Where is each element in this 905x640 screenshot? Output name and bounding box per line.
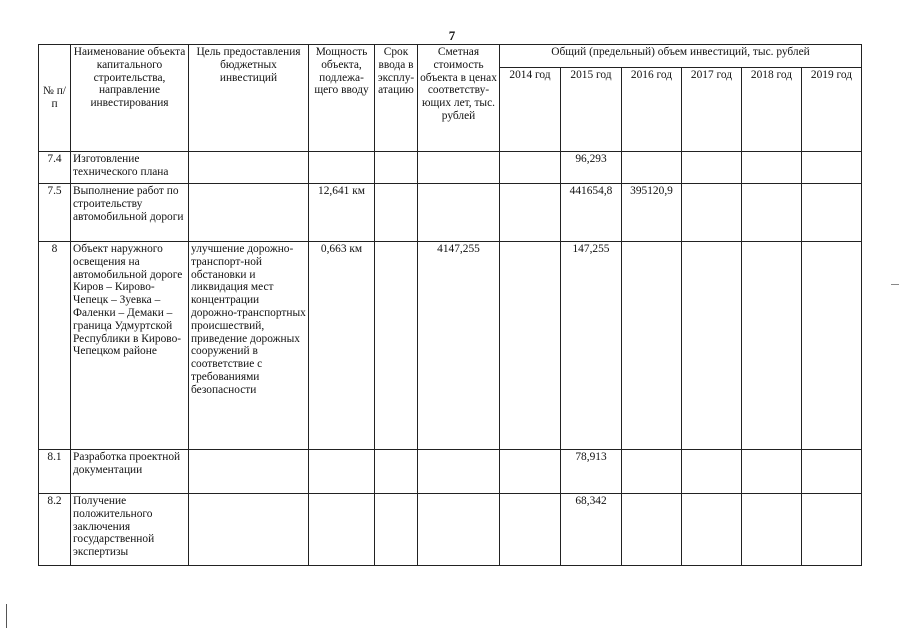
row-2018 (742, 184, 802, 242)
row-num: 8 (39, 242, 71, 450)
row-2016 (622, 242, 682, 450)
row-2018 (742, 450, 802, 494)
table-row (39, 242, 862, 450)
row-2018 (742, 152, 802, 184)
row-cost (418, 450, 500, 494)
row-term (375, 450, 418, 494)
row-capacity (309, 450, 375, 494)
row-cost (418, 184, 500, 242)
row-capacity (309, 152, 375, 184)
row-2019 (802, 242, 862, 450)
row-2016 (622, 494, 682, 566)
row-capacity (309, 494, 375, 566)
header-capacity: Мощность объекта, подлежа-щего вводу (309, 45, 375, 152)
row-name: Изготовление технического плана (71, 152, 189, 184)
row-name: Выполнение работ по строительству автомобильной дороги (71, 184, 189, 242)
row-2014 (500, 184, 561, 242)
row-2015: 441654,8 (561, 184, 622, 242)
row-name: Разработка проектной документации (71, 450, 189, 494)
row-cost (418, 152, 500, 184)
row-term (375, 184, 418, 242)
row-2015: 96,293 (561, 152, 622, 184)
table-row (39, 152, 862, 184)
row-goal (189, 494, 309, 566)
row-term (375, 494, 418, 566)
row-cost (418, 494, 500, 566)
investment-table (38, 44, 862, 566)
header-name: Наименование объекта капитального строительства, направление инвестирования (71, 45, 189, 152)
header-year-2019: 2019 год (802, 68, 862, 152)
row-2014 (500, 450, 561, 494)
header-year-2015: 2015 год (561, 68, 622, 152)
row-goal (189, 152, 309, 184)
header-year-2018: 2018 год (742, 68, 802, 152)
row-2019 (802, 450, 862, 494)
margin-mark (891, 284, 899, 285)
row-2016 (622, 152, 682, 184)
margin-tick (6, 604, 7, 628)
header-total: Общий (предельный) объем инвестиций, тыс. рублей (500, 45, 862, 68)
row-goal: улучшение дорожно-транспорт-ной обстановки и ликвидация мест концентрации дорожно-транспортных происшествий, приведение дорожных сооружений в соответствие с требованиями безопасности (189, 242, 309, 450)
row-2017 (682, 152, 742, 184)
header-cost: Сметная стоимость объекта в ценах соответству-ющих лет, тыс. рублей (418, 45, 500, 152)
row-2017 (682, 242, 742, 450)
row-2015: 78,913 (561, 450, 622, 494)
row-2018 (742, 494, 802, 566)
row-term (375, 152, 418, 184)
row-capacity: 12,641 км (309, 184, 375, 242)
row-goal (189, 450, 309, 494)
row-2014 (500, 242, 561, 450)
row-2017 (682, 450, 742, 494)
row-num: 7.4 (39, 152, 71, 184)
row-2016 (622, 450, 682, 494)
row-2019 (802, 494, 862, 566)
row-goal (189, 184, 309, 242)
page-number: 7 (448, 28, 456, 43)
table-row (39, 450, 862, 494)
row-2014 (500, 494, 561, 566)
header-row (39, 45, 862, 68)
row-num: 8.2 (39, 494, 71, 566)
table-row (39, 184, 862, 242)
row-cost: 4147,255 (418, 242, 500, 450)
row-name: Объект наружного освещения на автомобильной дороге Киров – Кирово-Чепецк – Зуевка – Фаленки – Демаки – граница Удмуртской Республики в Кирово-Чепецком районе (71, 242, 189, 450)
row-2017 (682, 184, 742, 242)
row-2016: 395120,9 (622, 184, 682, 242)
header-year-2016: 2016 год (622, 68, 682, 152)
header-goal: Цель предоставления бюджетных инвестиций (189, 45, 309, 152)
row-2014 (500, 152, 561, 184)
header-year-2017: 2017 год (682, 68, 742, 152)
row-capacity: 0,663 км (309, 242, 375, 450)
row-term (375, 242, 418, 450)
row-num: 8.1 (39, 450, 71, 494)
table-row (39, 494, 862, 566)
header-year-2014: 2014 год (500, 68, 561, 152)
row-2017 (682, 494, 742, 566)
row-2015: 68,342 (561, 494, 622, 566)
header-num: № п/п (39, 45, 71, 152)
header-term: Срок ввода в эксплу-атацию (375, 45, 418, 152)
row-num: 7.5 (39, 184, 71, 242)
row-2019 (802, 184, 862, 242)
row-2019 (802, 152, 862, 184)
row-2018 (742, 242, 802, 450)
row-2015: 147,255 (561, 242, 622, 450)
row-name: Получение положительного заключения государственной экспертизы (71, 494, 189, 566)
